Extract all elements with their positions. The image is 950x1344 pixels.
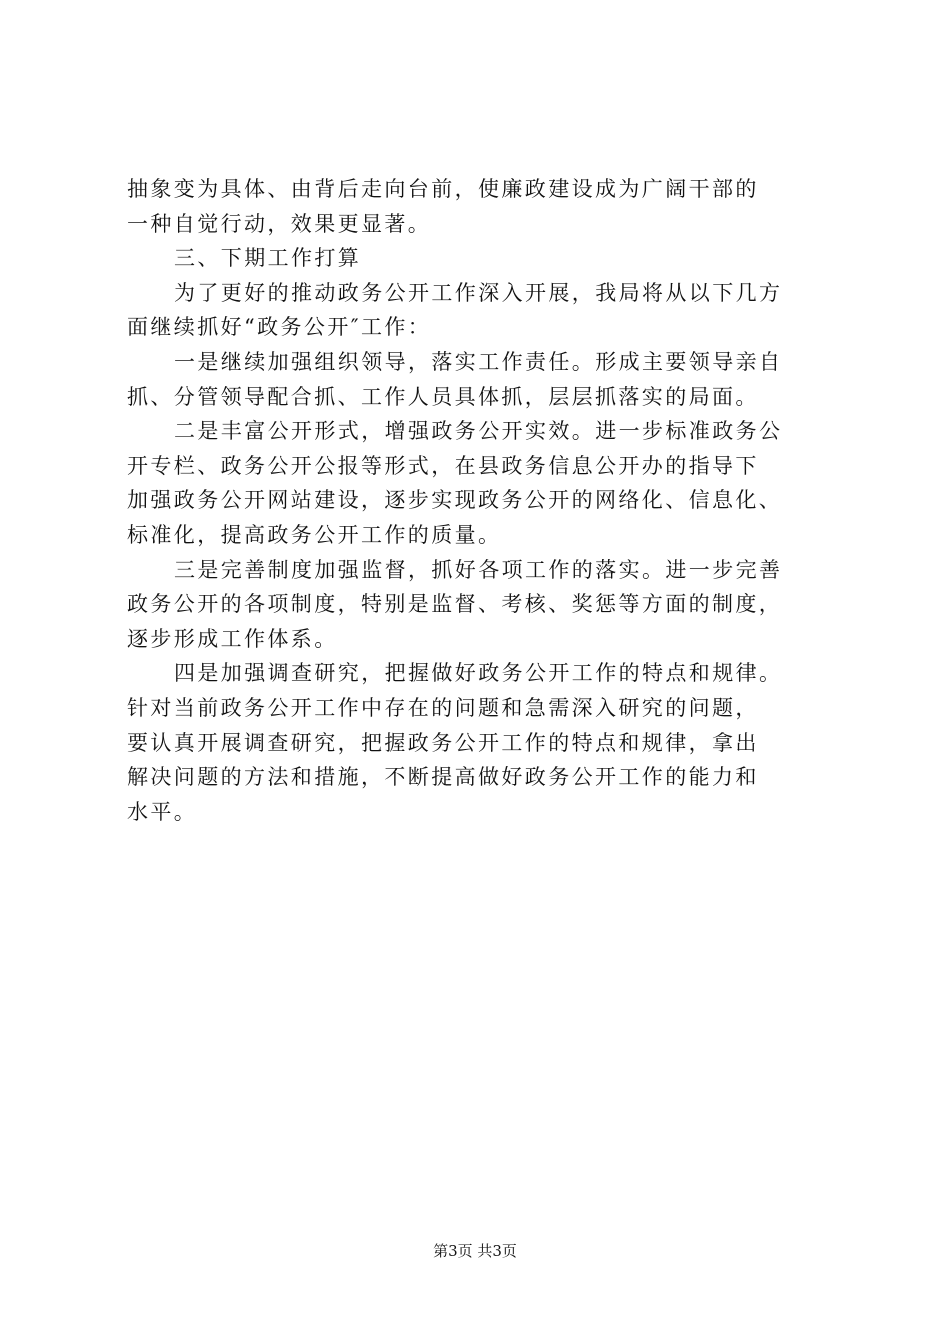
- section-heading: 三、下期工作打算: [174, 246, 362, 271]
- body-line: 为了更好的推动政务公开工作深入开展，我局将从以下几方: [174, 280, 783, 305]
- body-line: 二是丰富公开形式，增强政务公开实效。进一步标准政务公: [174, 419, 783, 444]
- body-line: 政务公开的各项制度，特别是监督、考核、奖惩等方面的制度，: [127, 592, 783, 617]
- body-line: 一种自觉行动，效果更显著。: [127, 211, 432, 236]
- body-line: 三是完善制度加强监督，抓好各项工作的落实。进一步完善: [174, 557, 783, 582]
- body-line: 要认真开展调查研究，把握政务公开工作的特点和规律，拿出: [127, 730, 759, 755]
- page-footer: [0, 1241, 950, 1261]
- body-line: 一是继续加强组织领导，落实工作责任。形成主要领导亲自: [174, 349, 783, 374]
- page-number-label: 第3页 共3页: [433, 1242, 517, 1260]
- document-body: [127, 172, 839, 829]
- body-line: 加强政务公开网站建设，逐步实现政务公开的网络化、信息化、: [127, 488, 783, 513]
- body-line: 针对当前政务公开工作中存在的问题和急需深入研究的问题，: [127, 695, 759, 720]
- body-line: 抽象变为具体、由背后走向台前，使廉政建设成为广阔干部的: [127, 177, 759, 201]
- body-line: 开专栏、政务公开公报等形式，在县政务信息公开办的指导下: [127, 453, 759, 478]
- body-line: 解决问题的方法和措施，不断提高做好政务公开工作的能力和: [127, 765, 759, 790]
- body-line: 逐步形成工作体系。: [127, 626, 338, 651]
- body-line: 标准化，提高政务公开工作的质量。: [127, 522, 502, 547]
- body-line: 四是加强调查研究，把握做好政务公开工作的特点和规律。: [174, 661, 783, 686]
- body-line: 抓、分管领导配合抓、工作人员具体抓，层层抓落实的局面。: [127, 384, 759, 409]
- body-line: 水平。: [127, 799, 198, 824]
- body-line: 面继续抓好“政务公开″工作：: [127, 315, 432, 340]
